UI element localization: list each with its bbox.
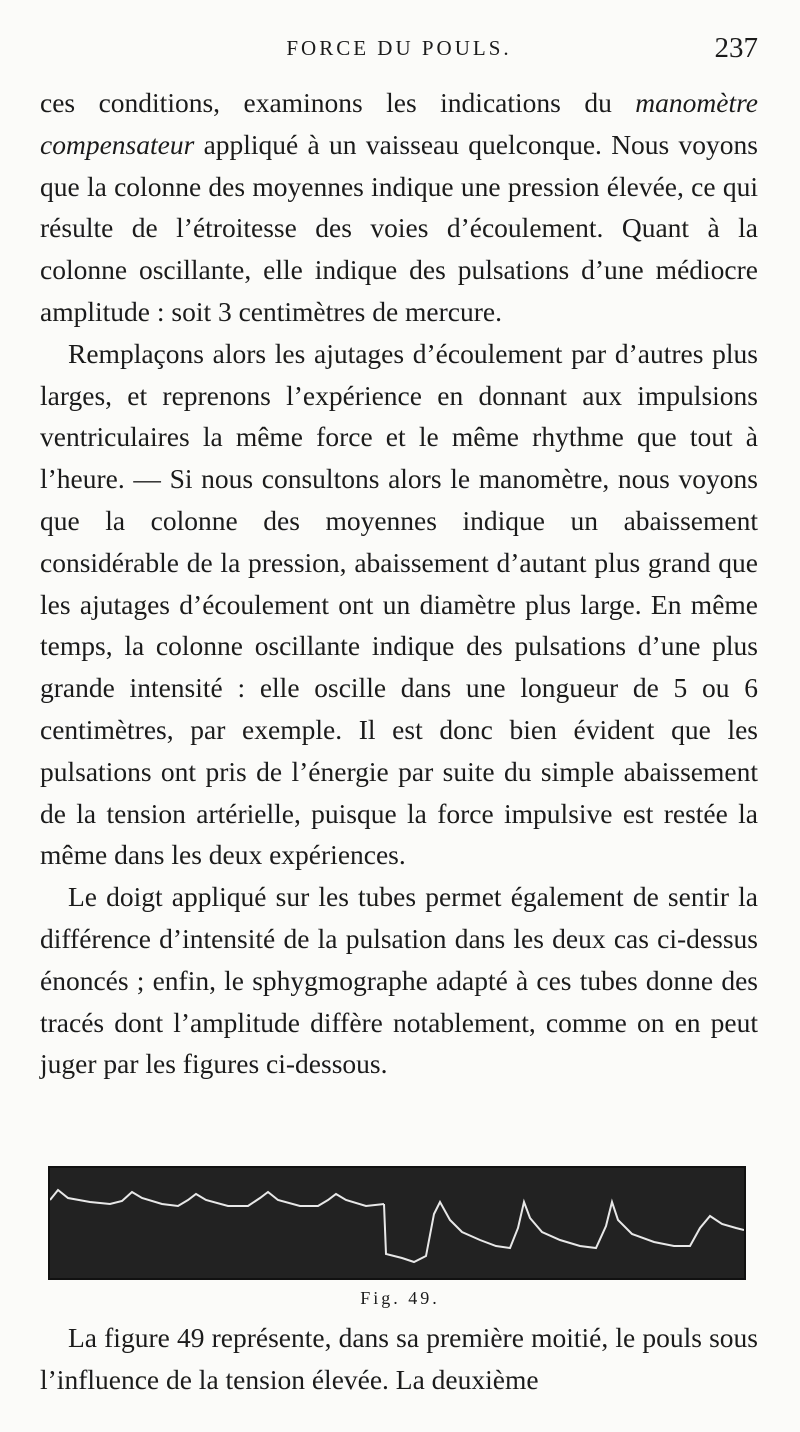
paragraph-2: Remplaçons alors les ajutages d’écoulement par d’autres plus larges, et reprenons l’expérience en donnant aux impulsions ventriculaires la même force et le même rhythme que tout à l’heure. — Si nous consultons alors le manomètre, nous voyons que la colonne des moyennes indique un abaissement considérable de la pression, abaissement d’autant plus grand que les ajutages d’écoulement ont un diamètre plus large. En même temps, la colonne oscillante indique des pulsations d’une plus grande intensité : elle oscille dans une longueur de 5 ou 6 centimètres, par exemple. Il est donc bien évident que les pulsations ont pris de l’énergie par suite du simple abaissement de la tension artérielle, puisque la force impulsive est restée la même dans les deux expériences. [40,337,758,871]
running-title: FORCE DU POULS. [286,36,512,60]
paragraph-1-emphasis: manomètre compensateur [40,87,758,160]
page-number: 237 [714,32,758,64]
body-text-top [40,82,758,1085]
paragraph-1-start: ces conditions, examinons les indications du [40,87,636,118]
paragraph-1-end: appliqué à un vaisseau quelconque. Nous voyons que la colonne des moyennes indique une pression élevée, ce qui résulte de l’étroitesse des voies d’écoulement. Quant à la colonne oscillante, elle indique des pulsations d’une médiocre amplitude : soit 3 centimètres de mercure. [40,128,758,327]
paragraph-1 [40,82,758,333]
pulse-tracing-figure [48,1166,746,1280]
figure-caption: Fig. 49. [360,1288,440,1308]
pulse-trace-low-tension [384,1202,744,1262]
pulse-tracing-svg [50,1168,744,1278]
body-text-bottom [40,1317,758,1401]
paragraph-4: La figure 49 représente, dans sa première moitié, le pouls sous l’influence de la tension élevée. La deuxième [40,1322,758,1395]
page-header [40,34,758,68]
paragraph-3: Le doigt appliqué sur les tubes permet également de sentir la différence d’intensité de la pulsation dans les deux cas ci-dessus énoncés ; enfin, le sphygmographe adapté à ces tubes donne des tracés dont l’amplitude diffère notablement, comme on en peut juger par les figures ci-dessous. [40,881,758,1080]
pulse-trace-high-tension [50,1190,384,1206]
